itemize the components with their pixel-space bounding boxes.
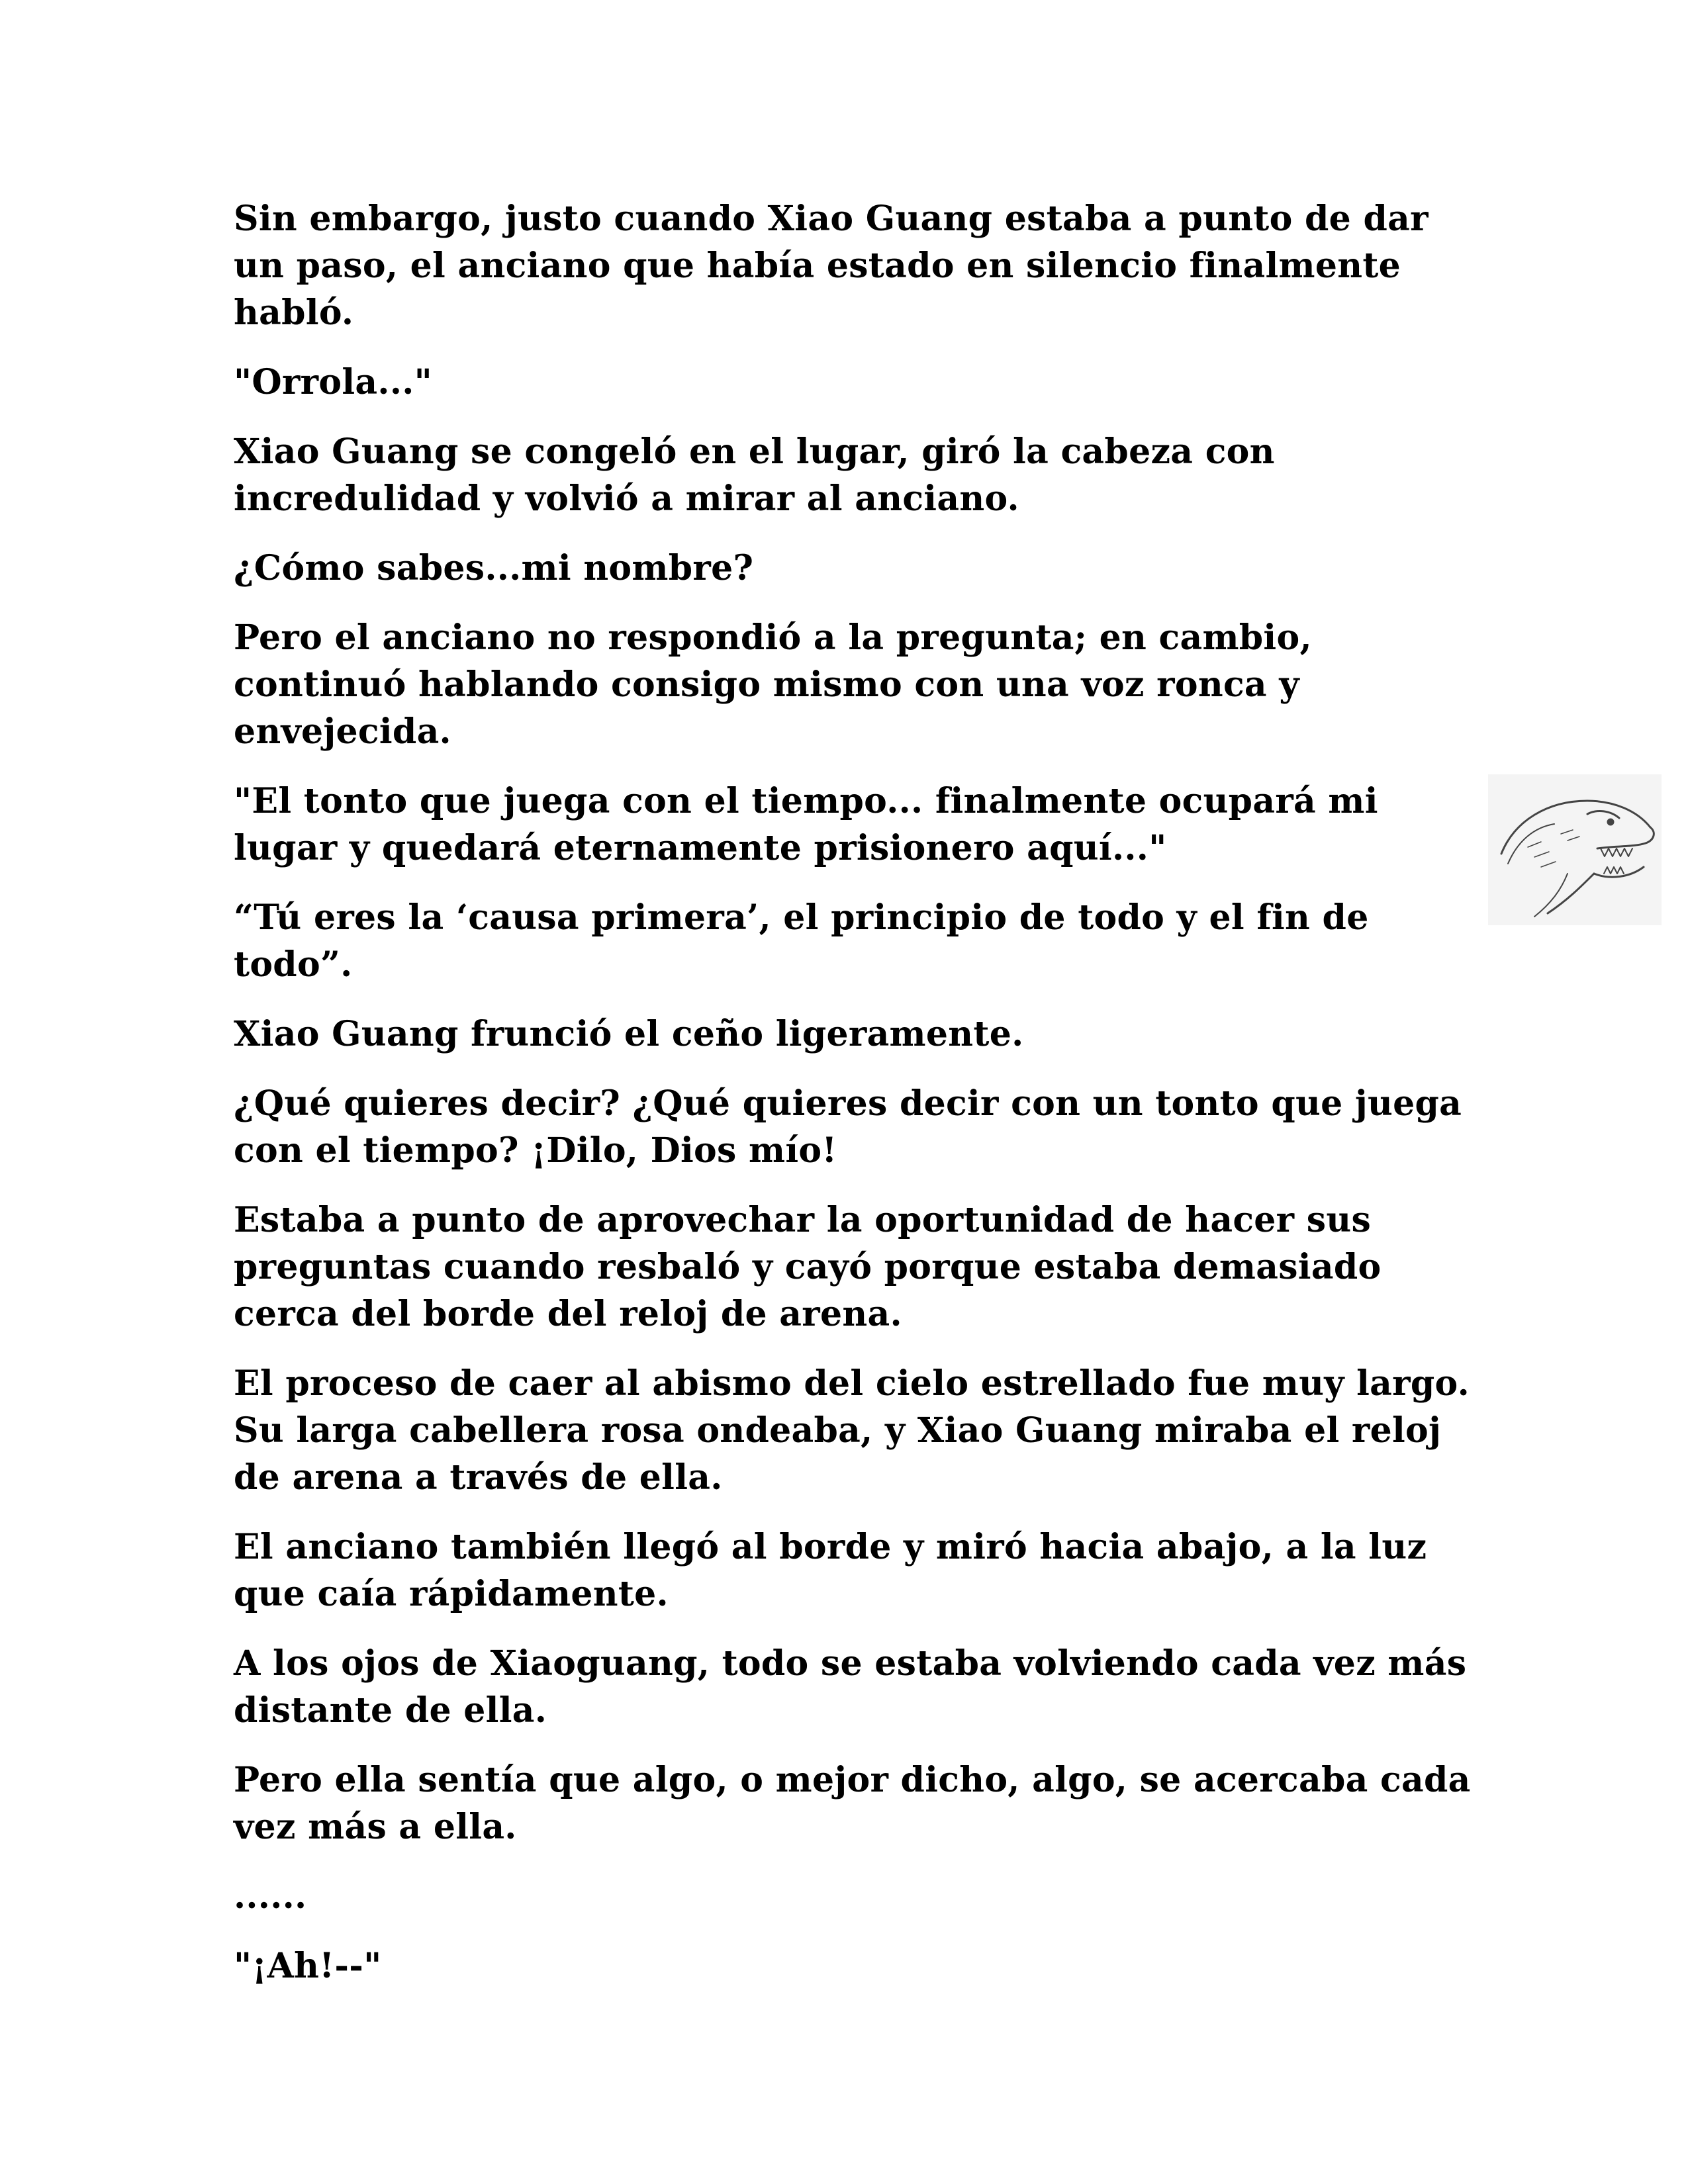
paragraph-15: ...... bbox=[234, 1876, 307, 1917]
paragraph-1: Sin embargo, justo cuando Xiao Guang estaba a punto de dar un paso, el anciano que había estado en silencio finalmente habló. bbox=[234, 199, 1429, 333]
paragraph-6: "El tonto que juega con el tiempo... finalmente ocupará mi lugar y quedará eternamente prisionero aquí..." bbox=[234, 781, 1378, 868]
paragraph-14: Pero ella sentía que algo, o mejor dicho, algo, se acercaba cada vez más a ella. bbox=[234, 1760, 1471, 1847]
document-body bbox=[234, 195, 1491, 2012]
paragraph-7: “Tú eres la ‘causa primera’, el principio de todo y el fin de todo”. bbox=[234, 897, 1369, 985]
paragraph-2: "Orrola..." bbox=[234, 362, 433, 402]
paragraph-3: Xiao Guang se congeló en el lugar, giró la cabeza con incredulidad y volvió a mirar al anciano. bbox=[234, 432, 1275, 519]
paragraph-4: ¿Cómo sabes...mi nombre? bbox=[234, 548, 754, 588]
paragraph-11: El proceso de caer al abismo del cielo estrellado fue muy largo. Su larga cabellera rosa ondeaba, y Xiao Guang miraba el reloj de arena a través de ella. bbox=[234, 1363, 1470, 1498]
dinosaur-head-sketch-icon bbox=[1488, 774, 1662, 925]
paragraph-13: A los ojos de Xiaoguang, todo se estaba volviendo cada vez más distante de ella. bbox=[234, 1643, 1467, 1731]
paragraph-10: Estaba a punto de aprovechar la oportunidad de hacer sus preguntas cuando resbaló y cayó porque estaba demasiado cerca del borde del reloj de arena. bbox=[234, 1200, 1382, 1334]
paragraph-5: Pero el anciano no respondió a la pregunta; en cambio, continuó hablando consigo mismo con una voz ronca y envejecida. bbox=[234, 617, 1312, 752]
paragraph-9: ¿Qué quieres decir? ¿Qué quieres decir con un tonto que juega con el tiempo? ¡Dilo, Dios mío! bbox=[234, 1083, 1462, 1171]
paragraph-8: Xiao Guang frunció el ceño ligeramente. bbox=[234, 1014, 1024, 1054]
paragraph-12: El anciano también llegó al borde y miró hacia abajo, a la luz que caía rápidamente. bbox=[234, 1527, 1427, 1614]
paragraph-16: "¡Ah!--" bbox=[234, 1946, 382, 1986]
